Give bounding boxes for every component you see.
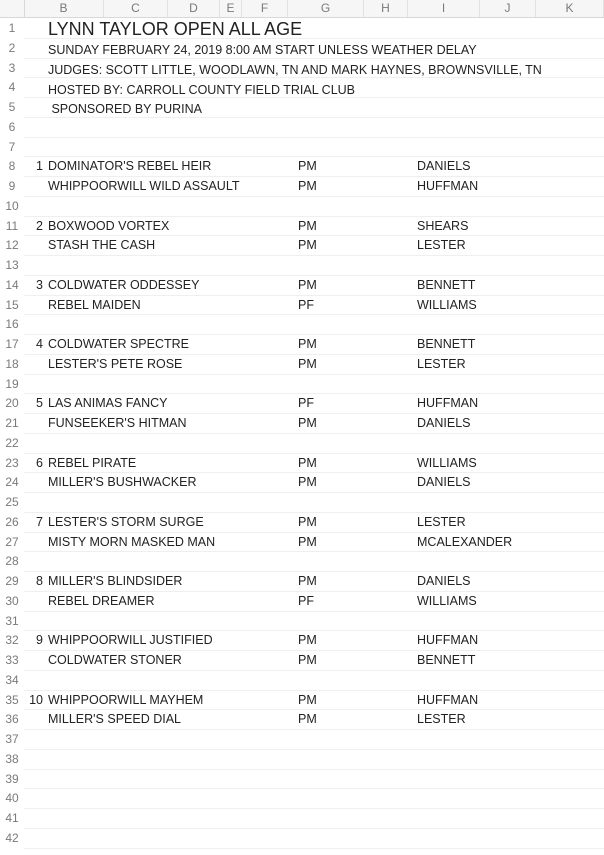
handler-name[interactable]: DANIELS — [417, 159, 471, 174]
gridline — [24, 393, 604, 394]
row-header[interactable]: 7 — [8, 139, 16, 154]
handler-name[interactable]: HUFFMAN — [417, 633, 479, 648]
row-header[interactable]: 26 — [5, 514, 19, 529]
dog-name[interactable]: DOMINATOR'S REBEL HEIR — [48, 159, 212, 174]
handler-name[interactable]: BENNETT — [417, 653, 476, 667]
row-header[interactable]: 27 — [5, 534, 19, 549]
dog-sex[interactable]: PM — [298, 574, 317, 588]
dog-name[interactable]: BOXWOOD VORTEX — [48, 218, 170, 233]
row-header[interactable]: 13 — [5, 258, 19, 272]
handler-name[interactable]: HUFFMAN — [417, 396, 479, 411]
handler-name[interactable]: WILLIAMS — [417, 455, 477, 470]
gridline — [24, 551, 604, 552]
dog-name[interactable]: REBEL DREAMER — [48, 593, 155, 608]
row-header[interactable]: 14 — [5, 277, 19, 292]
handler-name[interactable]: LESTER — [417, 356, 466, 371]
dog-name[interactable]: MILLER'S BUSHWACKER — [48, 475, 197, 490]
row-header[interactable]: 41 — [5, 811, 19, 825]
handler-name[interactable]: WILLIAMS — [417, 593, 477, 608]
row-header[interactable]: 11 — [5, 218, 19, 233]
column-header-i[interactable]: I — [408, 0, 480, 17]
dog-name[interactable]: FUNSEEKER'S HITMAN — [48, 416, 187, 430]
row-header[interactable]: 20 — [5, 396, 19, 411]
row-header[interactable]: 42 — [5, 830, 19, 845]
column-header-bar — [0, 0, 604, 18]
gridline — [24, 275, 604, 276]
gridline — [24, 769, 604, 770]
gridline — [24, 97, 604, 98]
row-header[interactable]: 31 — [5, 613, 19, 628]
dog-sex[interactable]: PM — [298, 692, 317, 707]
column-header-e[interactable]: E — [220, 0, 242, 17]
gridline — [24, 630, 604, 631]
dog-name[interactable]: WHIPPOORWILL JUSTIFIED — [48, 633, 213, 648]
dog-name[interactable]: REBEL MAIDEN — [48, 297, 141, 312]
gridline — [24, 690, 604, 691]
date-line[interactable]: SUNDAY FEBRUARY 24, 2019 8:00 AM START UNLESS WEATHER DELAY — [48, 43, 477, 57]
gridline — [24, 729, 604, 730]
row-header[interactable]: 39 — [5, 771, 19, 786]
dog-name[interactable]: COLDWATER ODDESSEY — [48, 277, 200, 292]
column-header-g[interactable]: G — [288, 0, 364, 17]
handler-name[interactable]: BENNETT — [417, 337, 476, 351]
gridline — [24, 571, 604, 572]
host-line[interactable]: HOSTED BY: CARROLL COUNTY FIELD TRIAL CLUB — [48, 83, 356, 97]
dog-sex[interactable]: PM — [298, 455, 317, 470]
dog-sex[interactable]: PM — [298, 475, 317, 490]
handler-name[interactable]: LESTER — [417, 712, 466, 727]
handler-name[interactable]: MCALEXANDER — [417, 534, 513, 549]
brace-number[interactable]: 1 — [36, 159, 43, 174]
gridline — [24, 117, 604, 118]
dog-sex[interactable]: PF — [298, 396, 314, 411]
row-header[interactable]: 4 — [8, 80, 16, 95]
gridline — [24, 334, 604, 335]
row-header[interactable]: 10 — [5, 198, 19, 213]
dog-sex[interactable]: PF — [298, 593, 314, 608]
column-header-f[interactable]: F — [242, 0, 288, 17]
row-header[interactable]: 38 — [5, 751, 19, 766]
dog-name[interactable]: MISTY MORN MASKED MAN — [48, 534, 216, 549]
handler-name[interactable]: HUFFMAN — [417, 692, 479, 707]
dog-name[interactable]: WHIPPOORWILL WILD ASSAULT — [48, 179, 240, 193]
gridline — [24, 492, 604, 493]
gridline — [24, 433, 604, 434]
row-header[interactable]: 17 — [5, 337, 19, 351]
column-header-j[interactable]: J — [480, 0, 536, 17]
dog-name[interactable]: COLDWATER STONER — [48, 653, 182, 667]
brace-number[interactable]: 2 — [36, 218, 43, 233]
row-header[interactable]: 23 — [5, 455, 19, 470]
gridline — [24, 828, 604, 829]
handler-name[interactable]: LESTER — [417, 238, 466, 253]
row-header[interactable]: 32 — [5, 633, 19, 648]
dog-sex[interactable]: PM — [298, 514, 317, 529]
sponsor-line[interactable]: SPONSORED BY PURINA — [48, 102, 202, 116]
brace-number[interactable]: 5 — [36, 396, 43, 411]
judges-line[interactable]: JUDGES: SCOTT LITTLE, WOODLAWN, TN AND MARK HAYNES, BROWNSVILLE, TN — [48, 63, 542, 77]
gridline — [24, 374, 604, 375]
row-header[interactable]: 8 — [8, 159, 16, 174]
gridline — [24, 216, 604, 217]
row-header[interactable]: 2 — [8, 40, 16, 55]
row-header[interactable]: 22 — [5, 435, 19, 450]
dog-name[interactable]: LESTER'S PETE ROSE — [48, 356, 183, 371]
gridline — [24, 532, 604, 533]
select-all-corner[interactable] — [0, 0, 25, 17]
dog-sex[interactable]: PM — [298, 712, 317, 727]
sheet-title[interactable]: LYNN TAYLOR OPEN ALL AGE — [48, 19, 303, 39]
gridline — [24, 235, 604, 236]
dog-sex[interactable]: PM — [298, 218, 317, 233]
gridline — [24, 848, 604, 849]
row-header[interactable]: 12 — [5, 238, 19, 253]
brace-number[interactable]: 9 — [36, 633, 43, 648]
gridline — [24, 788, 604, 789]
dog-sex[interactable]: PM — [298, 337, 317, 351]
brace-number[interactable]: 3 — [36, 277, 43, 292]
dog-name[interactable]: LESTER'S STORM SURGE — [48, 514, 204, 529]
row-header[interactable]: 6 — [8, 119, 16, 134]
gridline — [24, 255, 604, 256]
handler-name[interactable]: HUFFMAN — [417, 179, 479, 193]
dog-sex[interactable]: PM — [298, 633, 317, 648]
row-header[interactable]: 16 — [5, 317, 19, 332]
row-header[interactable]: 34 — [5, 672, 19, 687]
row-header[interactable]: 40 — [5, 791, 19, 806]
gridline — [24, 650, 604, 651]
dog-name[interactable]: STASH THE CASH — [48, 238, 156, 253]
gridline — [24, 196, 604, 197]
gridline — [24, 413, 604, 414]
row-header[interactable]: 1 — [8, 21, 16, 35]
handler-name[interactable]: DANIELS — [417, 416, 471, 430]
handler-name[interactable]: DANIELS — [417, 475, 471, 490]
row-header[interactable]: 33 — [5, 653, 19, 667]
gridline — [24, 591, 604, 592]
row-header[interactable]: 25 — [5, 495, 19, 509]
brace-number[interactable]: 7 — [36, 514, 43, 529]
brace-number[interactable]: 8 — [36, 574, 43, 588]
dog-sex[interactable]: PM — [298, 277, 317, 292]
column-header-h[interactable]: H — [364, 0, 408, 17]
brace-number[interactable]: 6 — [36, 455, 43, 470]
gridline — [24, 808, 604, 809]
gridline — [24, 354, 604, 355]
dog-sex[interactable]: PM — [298, 416, 317, 430]
dog-sex[interactable]: PF — [298, 297, 314, 312]
row-header[interactable]: 18 — [5, 356, 19, 371]
gridline — [24, 749, 604, 750]
handler-name[interactable]: LESTER — [417, 514, 466, 529]
gridline — [24, 137, 604, 138]
gridline — [24, 77, 604, 78]
row-header[interactable]: 30 — [5, 593, 19, 608]
row-header[interactable]: 29 — [5, 574, 19, 588]
row-header[interactable]: 5 — [8, 100, 16, 114]
handler-name[interactable]: SHEARS — [417, 218, 469, 233]
row-header[interactable]: 21 — [5, 416, 19, 430]
column-header-d[interactable]: D — [168, 0, 220, 17]
brace-number[interactable]: 10 — [29, 692, 43, 707]
dog-name[interactable]: LAS ANIMAS FANCY — [48, 396, 168, 411]
dog-name[interactable]: MILLER'S BLINDSIDER — [48, 574, 183, 588]
gridline — [24, 295, 604, 296]
dog-name[interactable]: WHIPPOORWILL MAYHEM — [48, 692, 204, 707]
row-header[interactable]: 36 — [5, 712, 19, 727]
dog-sex[interactable]: PM — [298, 238, 317, 253]
row-header[interactable]: 24 — [5, 475, 19, 490]
row-header[interactable]: 19 — [5, 376, 19, 391]
dog-sex[interactable]: PM — [298, 356, 317, 371]
gridline — [24, 453, 604, 454]
gridline — [24, 611, 604, 612]
row-header[interactable]: 35 — [5, 692, 19, 707]
gridline — [24, 670, 604, 671]
dog-sex[interactable]: PM — [298, 534, 317, 549]
gridline — [24, 472, 604, 473]
gridline — [24, 314, 604, 315]
row-header[interactable]: 3 — [8, 60, 16, 75]
row-header[interactable]: 15 — [5, 297, 19, 312]
brace-number[interactable]: 4 — [36, 337, 43, 351]
handler-name[interactable]: WILLIAMS — [417, 297, 477, 312]
gridline — [24, 58, 604, 59]
dog-name[interactable]: REBEL PIRATE — [48, 455, 137, 470]
dog-name[interactable]: COLDWATER SPECTRE — [48, 337, 189, 351]
dog-sex[interactable]: PM — [298, 653, 317, 667]
column-header-b[interactable]: B — [24, 0, 104, 17]
row-header[interactable]: 9 — [8, 179, 16, 193]
gridline — [24, 156, 604, 157]
column-header-k[interactable]: K — [536, 0, 604, 17]
gridline — [24, 512, 604, 513]
row-header[interactable]: 37 — [5, 732, 19, 746]
gridline — [24, 709, 604, 710]
gridline — [24, 176, 604, 177]
dog-sex[interactable]: PM — [298, 179, 317, 193]
dog-name[interactable]: MILLER'S SPEED DIAL — [48, 712, 181, 727]
dog-sex[interactable]: PM — [298, 159, 317, 174]
handler-name[interactable]: BENNETT — [417, 277, 476, 292]
column-header-c[interactable]: C — [104, 0, 168, 17]
handler-name[interactable]: DANIELS — [417, 574, 471, 588]
row-header[interactable]: 28 — [5, 554, 19, 569]
